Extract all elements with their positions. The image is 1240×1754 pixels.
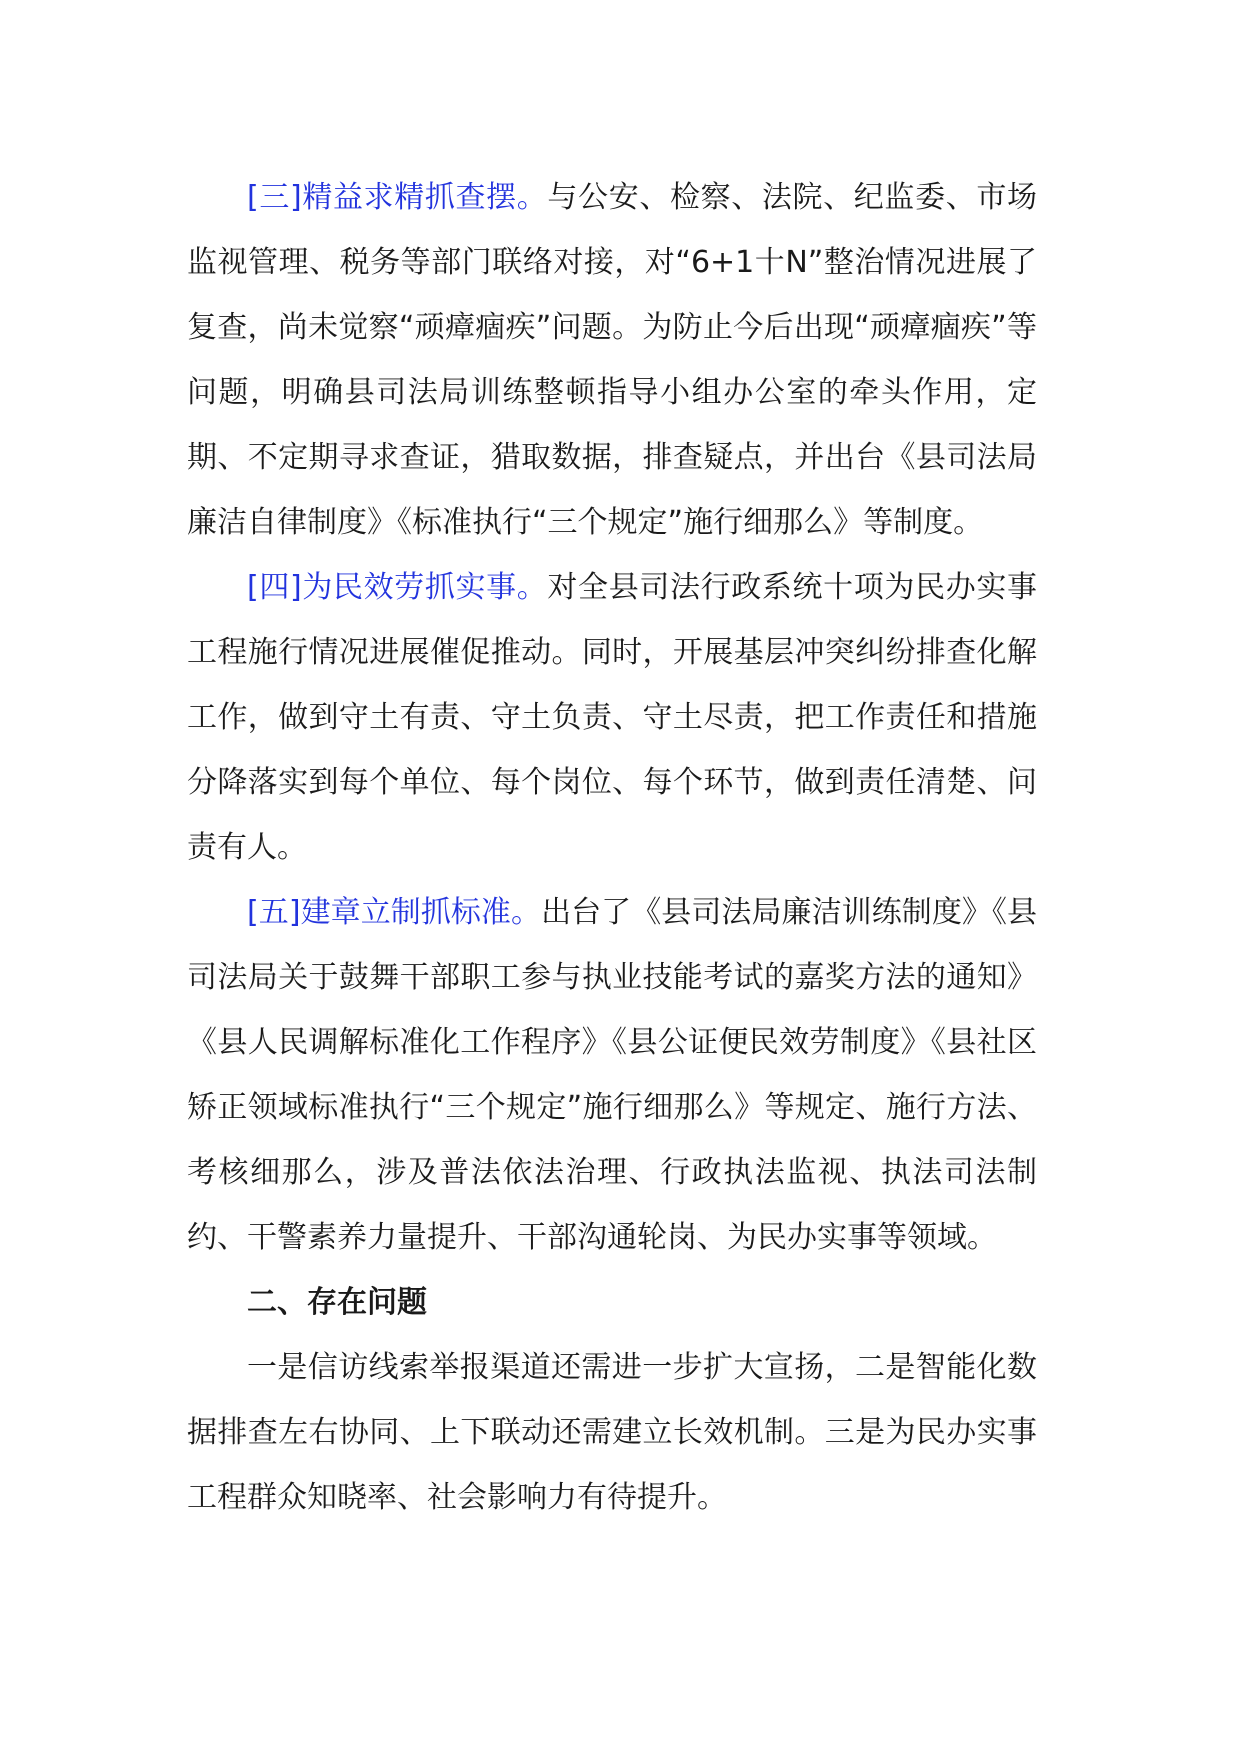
paragraph-inspection — [187, 165, 1037, 555]
paragraph-problems: 一是信访线索举报渠道还需进一步扩大宣扬，二是智能化数据排查左右协同、上下联动还需建立长效机制。三是为民办实事工程群众知晓率、社会影响力有待提升。 — [187, 1350, 1037, 1515]
paragraph-text: 出台了《县司法局廉洁训练制度》《县司法局关于鼓舞干部职工参与执业技能考试的嘉奖方法的通知》《县人民调解标准化工作程序》《县公证便民效劳制度》《县社区矫正领域标准执行“三个规定”施行细那么》等规定、施行方法、考核细那么，涉及普法依法治理、行政执法监视、执法司法制约、干警素养力量提升、干部沟通轮岗、为民办实事等领域。 — [187, 895, 1037, 1255]
section-title: 二、存在问题 — [247, 1285, 427, 1320]
paragraph-regulations — [187, 880, 1037, 1270]
paragraph-text: 与公安、检察、法院、纪监委、市场监视管理、税务等部门联络对接，对“6+1十N”整治情况进展了复查，尚未觉察“顽瘴痼疾”问题。为防止今后出现“顽瘴痼疾”等问题，明确县司法局训练整顿指导小组办公室的牵头作用，定期、不定期寻求查证，猎取数据，排查疑点，并出台《县司法局廉洁自律制度》《标准执行“三个规定”施行细那么》等制度。 — [187, 180, 1037, 540]
paragraph-heading: [五]建章立制抓标准。 — [247, 895, 542, 930]
paragraph-heading: [三]精益求精抓查摆。 — [247, 180, 548, 215]
document-body — [187, 165, 1037, 1530]
paragraph-heading: [四]为民效劳抓实事。 — [247, 570, 548, 605]
paragraph-text: 对全县司法行政系统十项为民办实事工程施行情况进展催促推动。同时，开展基层冲突纠纷排查化解工作，做到守土有责、守土负责、守土尽责，把工作责任和措施分降落实到每个单位、每个岗位、每个环节，做到责任清楚、问责有人。 — [187, 570, 1037, 865]
paragraph-service — [187, 555, 1037, 880]
